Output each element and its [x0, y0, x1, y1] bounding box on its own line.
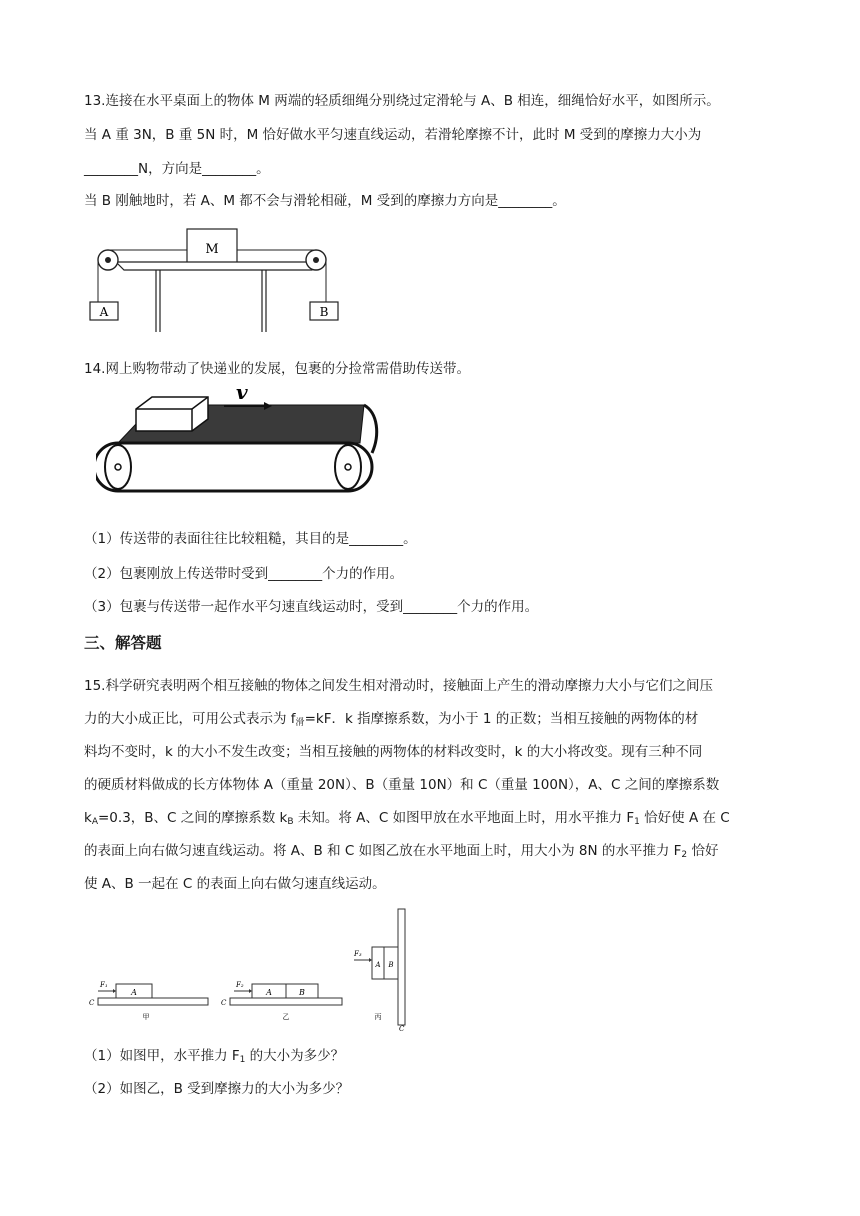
q14-sub-3: （3）包裹与传送带一起作水平匀速直线运动时，受到________个力的作用。	[84, 599, 539, 615]
svg-text:C: C	[399, 1025, 405, 1032]
pulley-table-figure	[88, 220, 348, 340]
q15-line-4: 的硬质材料做成的长方体物体 A（重量 20N）、B（重量 10N）和 C（重量 100N），A、C 之间的摩擦系数	[84, 777, 720, 793]
svg-text:A: A	[266, 988, 272, 997]
q15-line-1: 15.科学研究表明两个相互接触的物体之间发生相对滑动时，接触面上产生的滑动摩擦力大小与它们之间压	[84, 678, 713, 694]
friction-blocks-figure	[84, 907, 424, 1032]
q15-sub-2: （2）如图乙，B 受到摩擦力的大小为多少？	[84, 1081, 350, 1097]
q14-sub-2: （2）包裹刚放上传送带时受到________个力的作用。	[84, 566, 404, 582]
q15-line-5: $k_A=0.3$，B、C 之间的摩擦系数 $k_B$ 未知。将 A、C 如图甲放在水平地面上时，用水平推力 $F_1$ 恰好使 A 在 C	[84, 810, 730, 827]
bing-force-label: F₃	[354, 950, 362, 958]
svg-text:B: B	[299, 988, 305, 997]
weight-a-label: A	[99, 305, 109, 319]
svg-text:B: B	[388, 961, 394, 969]
q15-line-6: 的表面上向右做匀速直线运动。将 A、B 和 C 如图乙放在水平地面上时，用大小为 8N 的水平推力 $F_2$ 恰好	[84, 843, 719, 860]
jia-board-c	[98, 998, 208, 1005]
svg-text:A: A	[375, 961, 381, 969]
q13-line-2: 当 A 重 3N，B 重 5N 时，M 恰好做水平匀速直线运动，若滑轮摩擦不计，此时 M 受到的摩擦力大小为	[84, 127, 702, 143]
q15-line-7: 使 A、B 一起在 C 的表面上向右做匀速直线运动。	[84, 876, 386, 892]
block-m-label: M	[205, 242, 219, 257]
q15-line-3: 料均不变时，k 的大小不发生改变；当相互接触的两物体的材料改变时，k 的大小将改变。现有三种不同	[84, 744, 703, 760]
bing-board-c	[398, 909, 405, 1025]
weight-b-label: B	[319, 305, 329, 319]
svg-text:C: C	[89, 999, 95, 1007]
velocity-label: v	[236, 383, 248, 404]
bing-label: 丙	[374, 1013, 382, 1021]
svg-text:A: A	[131, 988, 137, 997]
q14-line-1: 14.网上购物带动了快递业的发展，包裹的分捡常需借助传送带。	[84, 361, 470, 377]
right-roller	[335, 445, 361, 489]
q13-line-4: 当 B 刚触地时，若 A、M 都不会与滑轮相碰，M 受到的摩擦力方向是________。	[84, 193, 566, 209]
left-roller	[105, 445, 131, 489]
q14-sub-1: （1）传送带的表面往往比较粗糙，其目的是________。	[84, 531, 417, 547]
yi-label: 乙	[282, 1013, 290, 1021]
q13-line-1: 13.连接在水平桌面上的物体 M 两端的轻质细绳分别绕过定滑轮与 A、B 相连，细绳恰好水平，如图所示。	[84, 93, 720, 109]
yi-force-label: F₂	[236, 981, 244, 989]
q15-sub-1: （1）如图甲，水平推力 $F_1$ 的大小为多少？	[84, 1048, 345, 1065]
q15-line-2: 力的大小成正比，可用公式表示为 $f_滑=kF$．k 指摩擦系数，为小于 1 的正数；当相互接触的两物体的材	[84, 711, 699, 728]
jia-label: 甲	[142, 1013, 150, 1021]
svg-text:C: C	[221, 999, 227, 1007]
q13-line-3: ________N，方向是________。	[84, 161, 270, 177]
conveyor-belt-figure	[96, 383, 386, 513]
section-title: 三、解答题	[84, 634, 162, 652]
jia-force-label: F₁	[100, 981, 108, 989]
yi-board-c	[230, 998, 342, 1005]
